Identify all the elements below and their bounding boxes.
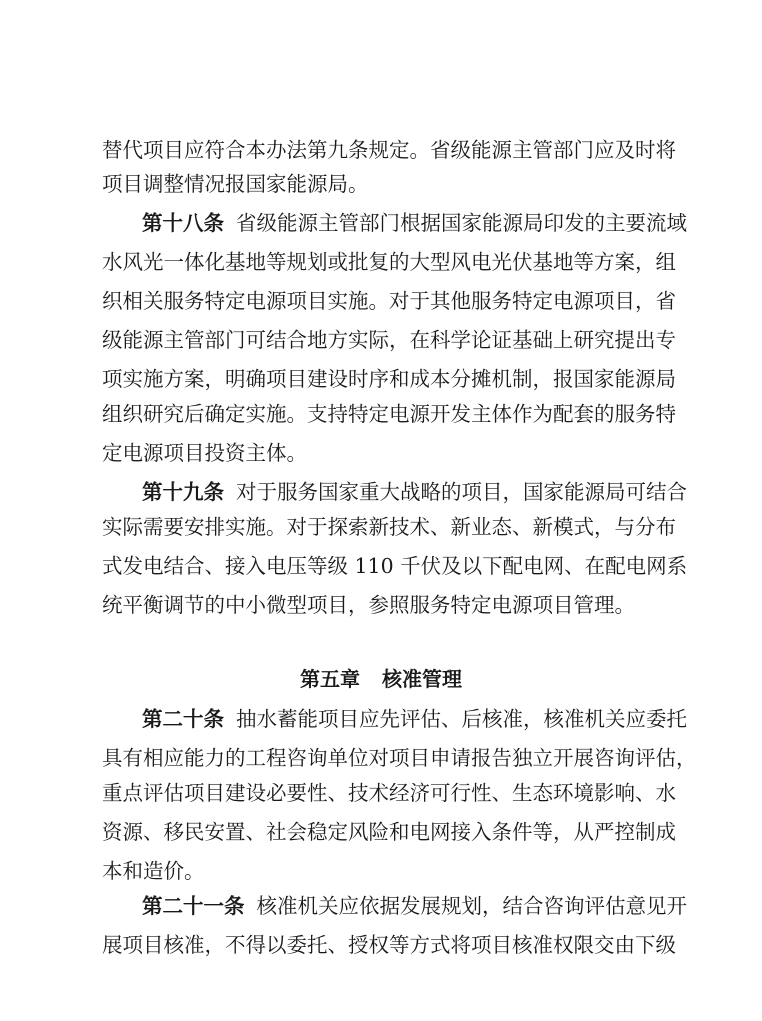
paragraph-line: [142, 475, 687, 509]
paragraph-line: 统平衡调节的中小微型项目，参照服务特定电源项目管理。: [102, 593, 635, 617]
paragraph-line: 级能源主管部门可结合地方实际，在科学论证基础上研究提出专: [102, 328, 676, 352]
paragraph-line: 项实施方案，明确项目建设时序和成本分摊机制，报国家能源局: [102, 367, 676, 391]
paragraph-line: 资源、移民安置、社会稳定风险和电网接入条件等，从严控制成: [102, 820, 676, 844]
chapter-number: 第五章: [300, 667, 360, 691]
paragraph-line: [142, 889, 687, 923]
paragraph-line: 具有相应能力的工程咨询单位对项目申请报告独立开展咨询评估，: [102, 746, 697, 770]
article-heading: 第十八条: [142, 211, 224, 235]
article-heading: 第二十一条: [142, 894, 245, 918]
paragraph-line: 组织研究后确定实施。支持特定电源开发主体作为配套的服务特: [102, 402, 676, 426]
paragraph-text: 省级能源主管部门根据国家能源局印发的主要流域: [236, 211, 687, 235]
paragraph-line: 替代项目应符合本办法第九条规定。省级能源主管部门应及时将: [102, 138, 676, 162]
paragraph-line: 水风光一体化基地等规划或批复的大型风电光伏基地等方案，组: [102, 250, 676, 274]
paragraph-line: 定电源项目投资主体。: [102, 441, 307, 465]
paragraph-line: 本和造价。: [102, 859, 205, 883]
paragraph-line: 实际需要安排实施。对于探索新技术、新业态、新模式，与分布: [102, 515, 676, 539]
paragraph-text: 对于服务国家重大战略的项目，国家能源局可结合: [236, 480, 687, 504]
paragraph-line: 重点评估项目建设必要性、技术经济可行性、生态环境影响、水: [102, 781, 676, 805]
paragraph-line: [142, 206, 687, 240]
chapter-heading: [0, 662, 762, 696]
paragraph-text: 核准机关应依据发展规划，结合咨询评估意见开: [256, 894, 687, 918]
paragraph-line: [142, 702, 687, 736]
article-heading: 第十九条: [142, 480, 224, 504]
paragraph-line: 织相关服务特定电源项目实施。对于其他服务特定电源项目，省: [102, 289, 676, 313]
article-heading: 第二十条: [142, 707, 224, 731]
paragraph-line: 项目调整情况报国家能源局。: [102, 172, 369, 196]
paragraph-line: 式发电结合、接入电压等级 110 千伏及以下配电网、在配电网系: [102, 554, 688, 578]
chapter-title: 核准管理: [382, 667, 462, 691]
paragraph-line: 展项目核准，不得以委托、授权等方式将项目核准权限交由下级: [102, 933, 676, 957]
paragraph-text: 抽水蓄能项目应先评估、后核准，核准机关应委托: [236, 707, 687, 731]
